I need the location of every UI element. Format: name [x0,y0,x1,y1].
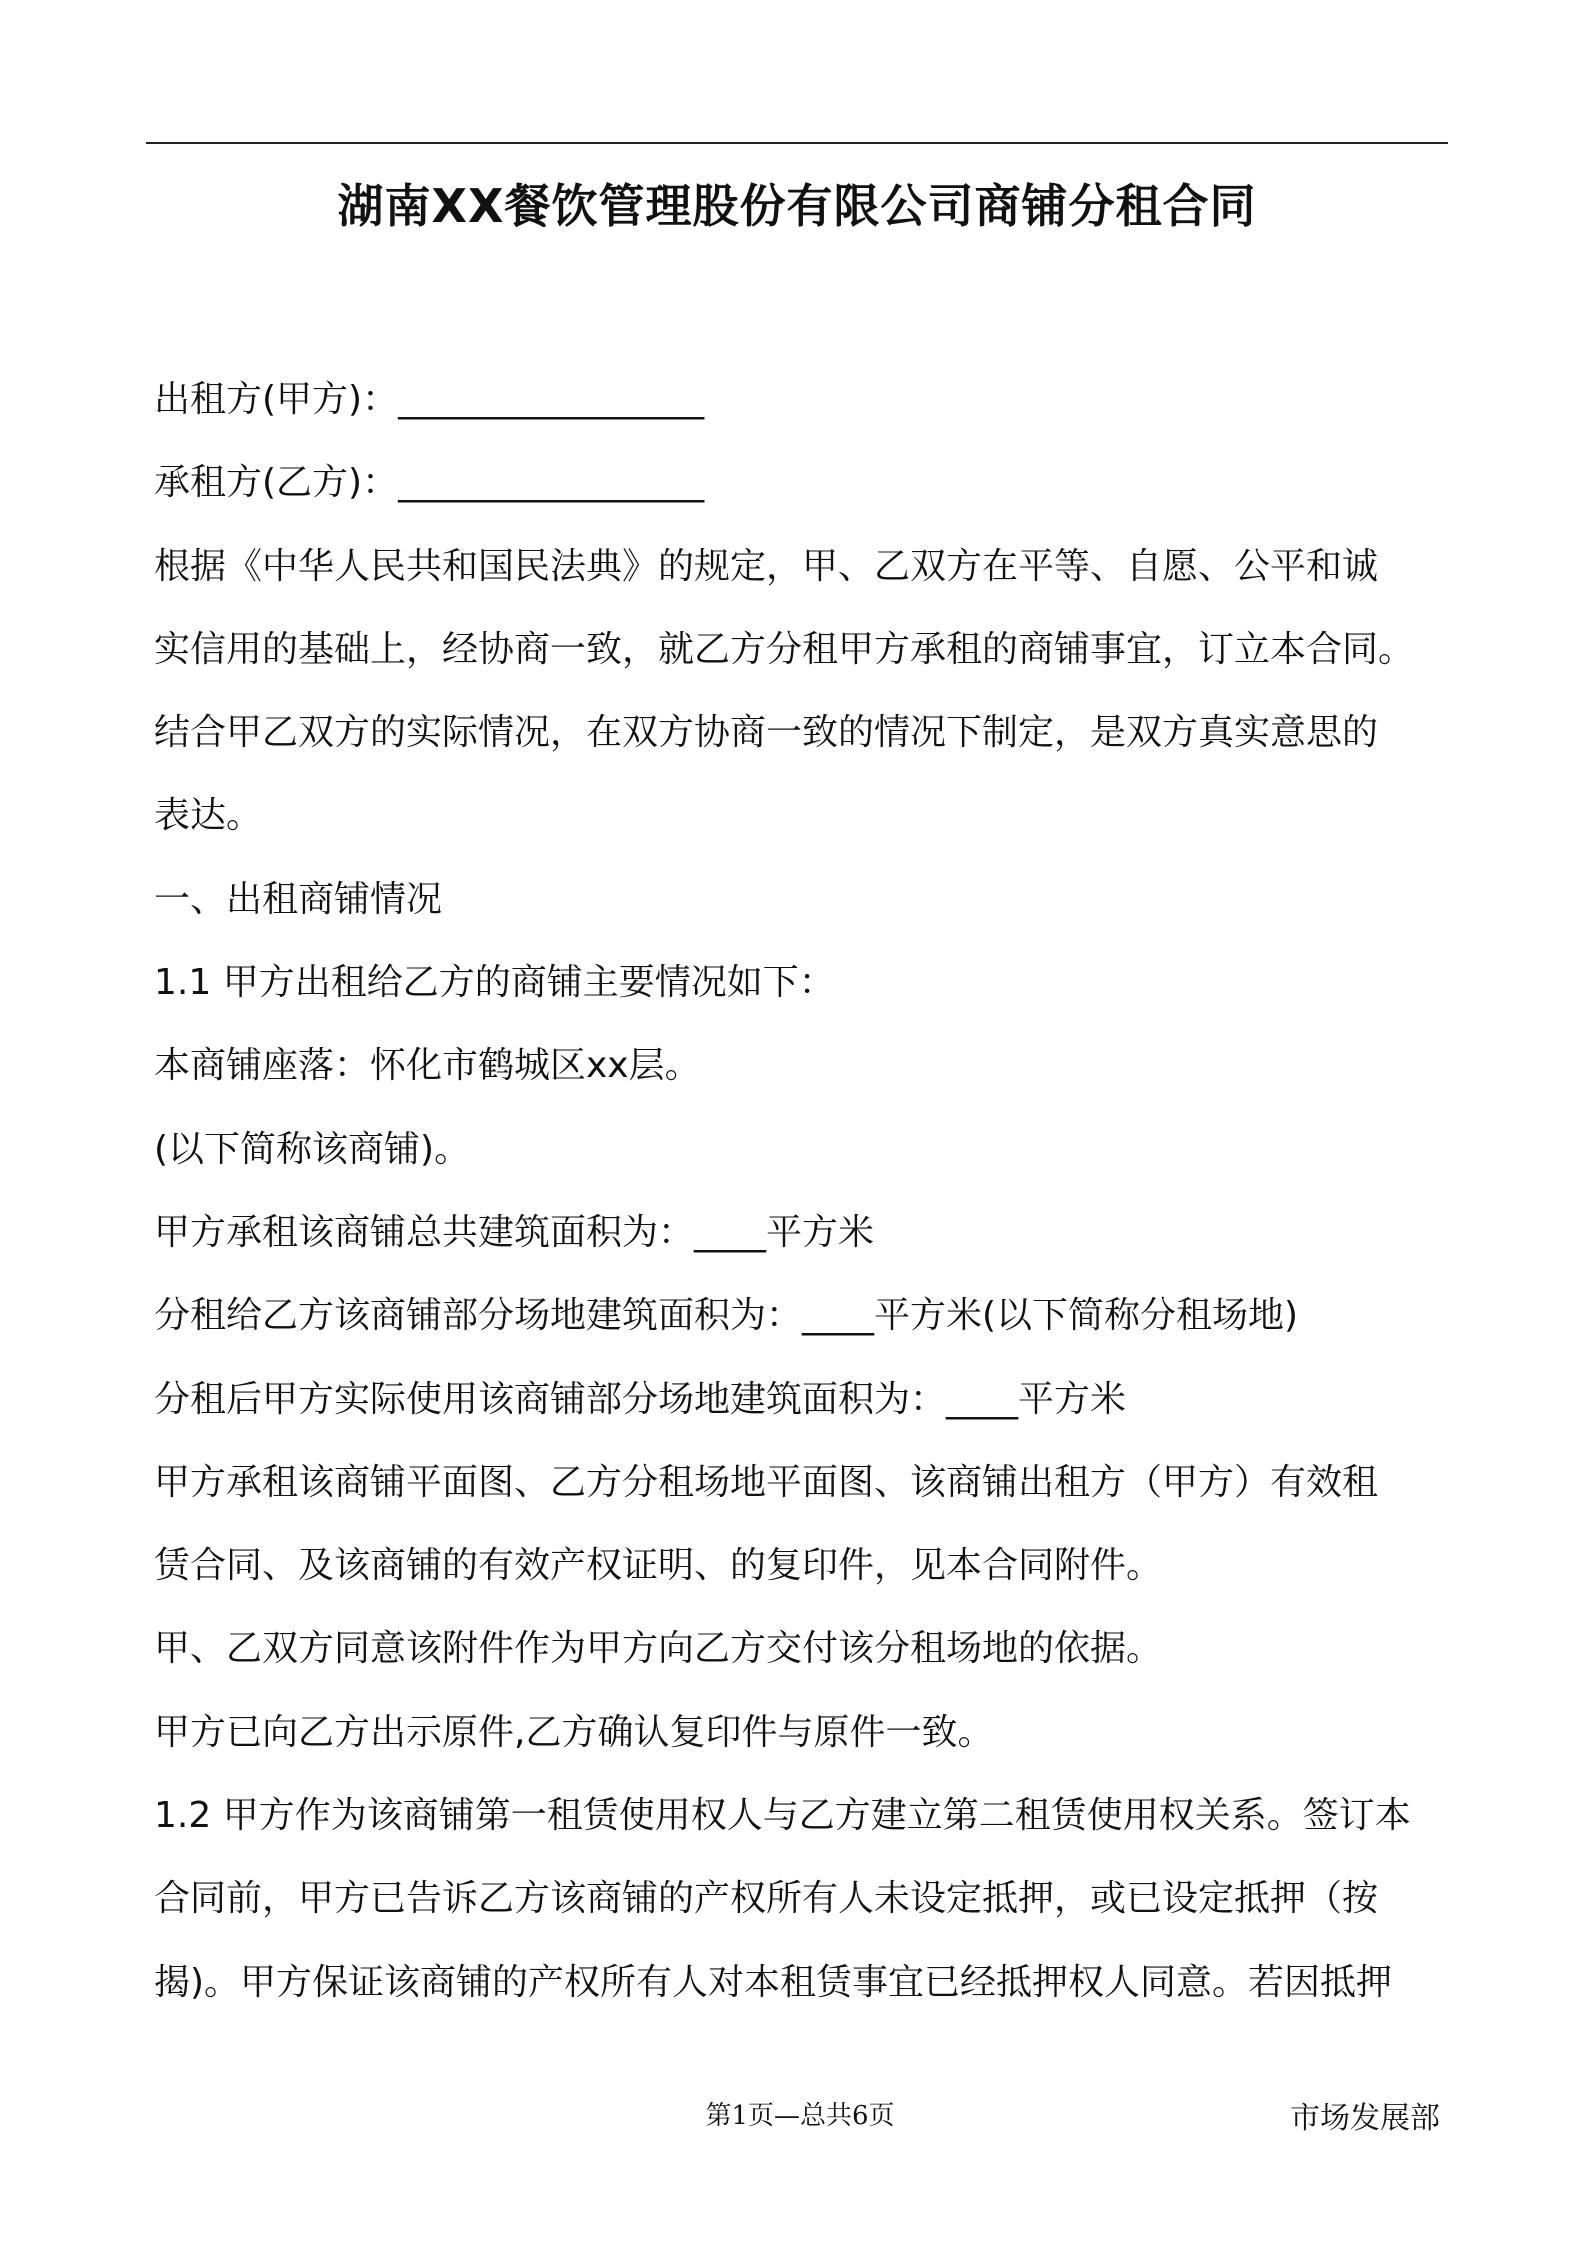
lessee-line: 承租方(乙方)：_________________ [154,462,705,504]
paragraph-line: 表达。 [154,795,263,837]
paragraph-line: (以下简称该商铺)。 [154,1128,471,1170]
paragraph-line: 分租给乙方该商铺部分场地建筑面积为：____平方米(以下简称分租场地) [154,1295,1299,1337]
paragraph-line: 本商铺座落：怀化市鹤城区xx层。 [154,1045,701,1087]
page-number: 第1页—总共6页 [705,2101,895,2131]
paragraph-line: 赁合同、及该商铺的有效产权证明、的复印件，见本合同附件。 [154,1545,1163,1587]
department-label: 市场发展部 [1290,2101,1440,2136]
paragraph-line: 结合甲乙双方的实际情况，在双方协商一致的情况下制定，是双方真实意思的 [154,712,1379,754]
clause-line: 1.2 甲方作为该商铺第一租赁使用权人与乙方建立第二租赁使用权关系。签订本 [154,1795,1411,1837]
paragraph-line: 甲方承租该商铺平面图、乙方分租场地平面图、该商铺出租方（甲方）有效租 [154,1461,1379,1503]
paragraph-line: 根据《中华人民共和国民法典》的规定，甲、乙双方在平等、自愿、公平和诚 [154,545,1379,587]
paragraph-line: 合同前，甲方已告诉乙方该商铺的产权所有人未设定抵押，或已设定抵押（按 [154,1878,1379,1920]
paragraph-line: 甲方承租该商铺总共建筑面积为：____平方米 [154,1211,875,1253]
document-title: 湖南XX餐饮管理股份有限公司商铺分租合同 [337,179,1257,233]
paragraph-line: 甲方已向乙方出示原件,乙方确认复印件与原件一致。 [154,1711,994,1753]
lessor-line: 出租方(甲方)：_________________ [154,379,705,420]
clause-line: 1.1 甲方出租给乙方的商铺主要情况如下： [154,962,835,1004]
section-heading: 一、出租商铺情况 [154,878,443,920]
paragraph-line: 分租后甲方实际使用该商铺部分场地建筑面积为：____平方米 [154,1378,1127,1420]
paragraph-line: 甲、乙双方同意该附件作为甲方向乙方交付该分租场地的依据。 [154,1628,1163,1670]
paragraph-line: 揭)。甲方保证该商铺的产权所有人对本租赁事宜已经抵押权人同意。若因抵押 [154,1961,1393,2003]
paragraph-line: 实信用的基础上，经协商一致，就乙方分租甲方承租的商铺事宜，订立本合同。 [154,628,1415,670]
header-rule [146,142,1448,144]
contract-body [154,358,1450,2024]
